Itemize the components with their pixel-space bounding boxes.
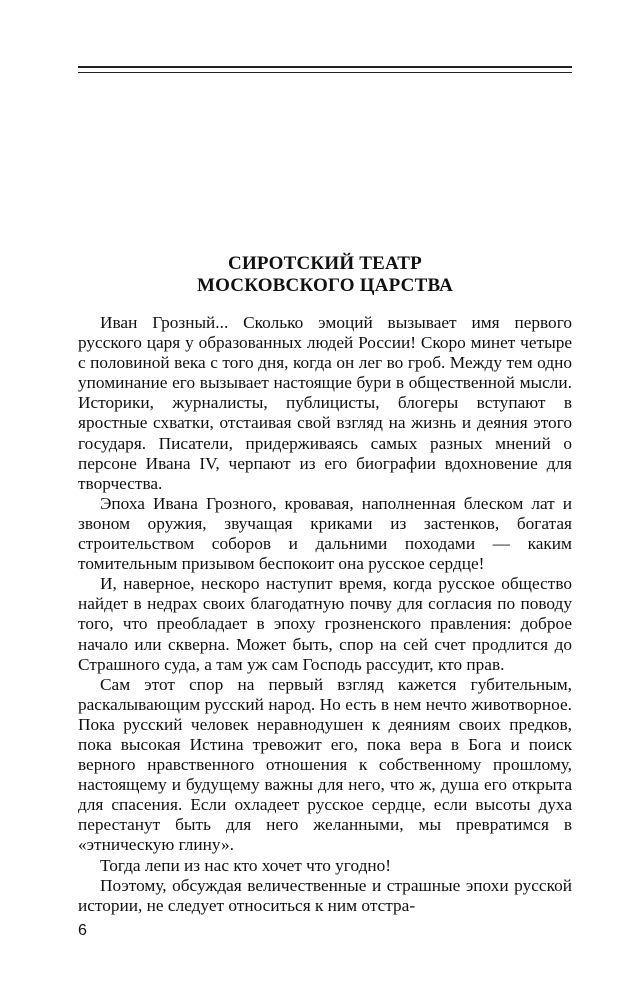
paragraph: Поэтому, обсуждая величественные и страшные эпохи русской истории, не следует относиться к ним отстра- — [78, 875, 572, 915]
paragraph: И, наверное, нескоро наступит время, когда русское общество найдет в недрах своих благодатную почву для согласия по поводу того, что преобладает в эпоху грозненского правления: доброе начало или скверна. Может быть, спор на сей счет продлится до Страшного суда, а там уж сам Господь рассудит, кто прав. — [78, 574, 572, 674]
header-rule-bottom — [78, 72, 572, 73]
paragraph: Эпоха Ивана Грозного, кровавая, наполненная блеском лат и звоном оружия, звучащая криками из застенков, богатая строительством соборов и дальними походами — каким томительным призывом беспокоит она русское сердце! — [78, 493, 572, 574]
paragraph: Тогда лепи из нас кто хочет что угодно! — [100, 855, 392, 875]
chapter-heading — [78, 253, 572, 297]
paragraph: Сам этот спор на первый взгляд кажется губительным, раскалывающим русский народ. Но есть в нем нечто животворное. Пока русский человек неравнодушен к деяниям своих предков, пока высокая Истина тревожит его, пока вера в Бога и поиск верного нравственного отношения к собственному прошлому, настоящему и будущему важны для него, что ж, душа его открыта для спасения. Если охладеет русское сердце, если высоты духа перестанут быть для него желанными, мы превратимся в «этническую глину». — [78, 674, 572, 855]
chapter-title-line-1: СИРОТСКИЙ ТЕАТР — [228, 253, 422, 274]
body-text — [78, 313, 572, 916]
paragraph: Иван Грозный... Сколько эмоций вызывает имя первого русского царя у образованных людей России! Скоро минет четыре с половиной века с того дня, когда он лег во гроб. Между тем одно упоминание его вызывает настоящие бури в общественной мысли. Историки, журналисты, публицисты, блогеры вступают в яростные схватки, отстаивая свой взгляд на жизнь и деяния этого государя. Писатели, придерживаясь самых разных мнений о персоне Ивана IV, черпают из его биографии вдохновение для творчества. — [78, 313, 572, 493]
page-number: 6 — [78, 922, 87, 939]
header-rule-top — [78, 66, 572, 68]
chapter-title-line-2: МОСКОВСКОГО ЦАРСТВА — [196, 275, 454, 296]
